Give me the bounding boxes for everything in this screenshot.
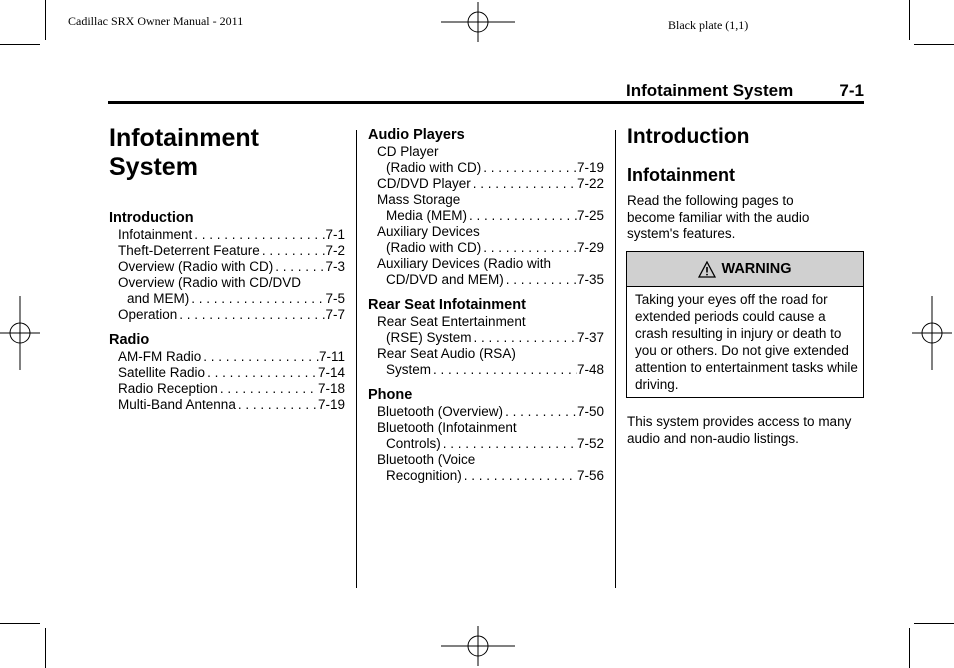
subsection-heading: Infotainment bbox=[627, 165, 735, 185]
crop-mark bbox=[909, 628, 910, 668]
crop-mark bbox=[45, 0, 46, 40]
toc-entry[interactable] bbox=[377, 272, 604, 288]
running-head bbox=[626, 81, 864, 103]
toc-entry-title-line1: Overview (Radio with CD/DVD bbox=[118, 275, 302, 290]
toc-entry[interactable] bbox=[377, 160, 604, 176]
toc-entry-page: 7-14 bbox=[317, 365, 345, 380]
warning-label: WARNING bbox=[721, 261, 792, 277]
crosshair-icon bbox=[912, 296, 952, 370]
toc-entry-page: 7-56 bbox=[576, 468, 604, 483]
toc-entry-page: 7-19 bbox=[576, 160, 604, 175]
intro-paragraph: Read the following pages to become familiar with the audio system's features. bbox=[627, 193, 810, 241]
toc-entry-page: 7-19 bbox=[317, 397, 345, 412]
running-head-section: Infotainment System bbox=[626, 81, 794, 100]
page-number: 7-1 bbox=[839, 81, 864, 100]
toc-entry-page: 7-22 bbox=[576, 176, 604, 191]
intro-paragraph: This system provides access to many audio and non-audio listings. bbox=[627, 414, 852, 446]
toc-entry[interactable] bbox=[377, 404, 604, 420]
crosshair-icon bbox=[0, 296, 40, 370]
toc-entry-title-line1: Auxiliary Devices bbox=[377, 224, 480, 239]
toc-entry-page: 7-29 bbox=[576, 240, 604, 255]
toc-entry[interactable] bbox=[377, 362, 604, 378]
crop-mark bbox=[909, 0, 910, 40]
crop-mark bbox=[914, 44, 954, 45]
toc-heading: Phone bbox=[368, 387, 413, 403]
toc-entry[interactable] bbox=[118, 291, 345, 307]
toc-entry-title: Theft-Deterrent Feature bbox=[118, 243, 260, 258]
toc-entry[interactable] bbox=[118, 227, 345, 243]
crosshair-icon bbox=[441, 2, 515, 42]
toc-entry[interactable] bbox=[118, 397, 345, 413]
toc-entry-page: 7-52 bbox=[576, 436, 604, 451]
toc-entry-title: Satellite Radio bbox=[118, 365, 206, 380]
toc-entry[interactable] bbox=[377, 468, 604, 484]
toc-entry-title: Overview (Radio with CD) bbox=[118, 259, 274, 274]
toc-entry-page: 7-2 bbox=[325, 243, 345, 258]
toc-entry[interactable] bbox=[377, 330, 604, 346]
toc-entry[interactable] bbox=[377, 436, 604, 452]
toc-entry-title: Operation bbox=[118, 307, 178, 322]
toc-entry-title: CD/DVD and MEM) bbox=[386, 272, 504, 287]
toc-entry[interactable] bbox=[377, 176, 604, 192]
column-rule bbox=[615, 130, 616, 588]
toc-entry-title: Controls) bbox=[386, 436, 441, 451]
toc-entry[interactable] bbox=[377, 240, 604, 256]
chapter-title: Infotainment System bbox=[109, 124, 259, 181]
toc-entry-title-line1: Bluetooth (Infotainment bbox=[377, 420, 517, 435]
toc-entry-title-line1: Bluetooth (Voice bbox=[377, 452, 476, 467]
warning-box bbox=[626, 251, 864, 398]
toc-entry[interactable] bbox=[118, 259, 345, 275]
toc-entry-page: 7-35 bbox=[576, 272, 604, 287]
crop-mark bbox=[914, 623, 954, 624]
toc-entry-page: 7-48 bbox=[576, 362, 604, 377]
toc-entry-page: 7-25 bbox=[576, 208, 604, 223]
toc-entry-title: (RSE) System bbox=[386, 330, 472, 345]
toc-entry-title: and MEM) bbox=[127, 291, 190, 306]
toc-entry-title-line1: Rear Seat Entertainment bbox=[377, 314, 526, 329]
toc-entry-title-line1: Rear Seat Audio (RSA) bbox=[377, 346, 516, 361]
toc-entry-title: Radio Reception bbox=[118, 381, 218, 396]
warning-text: Taking your eyes off the road for extended periods could cause a crash resulting in injury or death to you or others. Do not give extended attention to entertainment tasks while driving. bbox=[635, 292, 858, 392]
toc-entry-title: Multi-Band Antenna bbox=[118, 397, 236, 412]
toc-entry-title: Recognition) bbox=[386, 468, 462, 483]
column-rule bbox=[356, 130, 357, 588]
toc-entry-title-line1: Mass Storage bbox=[377, 192, 461, 207]
toc-entry-title: CD/DVD Player bbox=[377, 176, 471, 191]
toc-entry-page: 7-18 bbox=[317, 381, 345, 396]
toc-entry-title: System bbox=[386, 362, 432, 377]
toc-entry-page: 7-7 bbox=[325, 307, 345, 322]
toc-entry-page: 7-1 bbox=[325, 227, 345, 242]
toc-entry[interactable] bbox=[118, 307, 345, 323]
toc-column-2 bbox=[368, 127, 604, 484]
toc-entry[interactable] bbox=[118, 349, 345, 365]
plate-label-right: Black plate (1,1) bbox=[668, 18, 749, 32]
toc-heading: Rear Seat Infotainment bbox=[368, 297, 526, 313]
toc-heading: Introduction bbox=[109, 210, 194, 226]
crop-mark bbox=[45, 628, 46, 668]
toc-entry-title: Bluetooth (Overview) bbox=[377, 404, 504, 419]
crop-mark bbox=[0, 623, 40, 624]
toc-entry-page: 7-11 bbox=[318, 349, 345, 364]
toc-entry-title-line1: CD Player bbox=[377, 144, 439, 159]
toc-entry-title: Media (MEM) bbox=[386, 208, 468, 223]
toc-entry-title: (Radio with CD) bbox=[386, 160, 482, 175]
crop-mark bbox=[0, 44, 40, 45]
toc-heading: Radio bbox=[109, 332, 150, 348]
toc-entry[interactable] bbox=[118, 243, 345, 259]
toc-entry-title: Infotainment bbox=[118, 227, 193, 242]
toc-entry-page: 7-3 bbox=[325, 259, 345, 274]
toc-entry-title-line1: Auxiliary Devices (Radio with bbox=[377, 256, 552, 271]
toc-entry[interactable] bbox=[118, 381, 345, 397]
plate-label-left: Cadillac SRX Owner Manual - 2011 bbox=[68, 14, 244, 28]
header-rule bbox=[108, 101, 864, 104]
toc-entry-page: 7-50 bbox=[576, 404, 604, 419]
warning-triangle-icon bbox=[698, 261, 716, 278]
section-heading: Introduction bbox=[627, 125, 750, 148]
toc-entry-page: 7-37 bbox=[576, 330, 604, 345]
toc-heading: Audio Players bbox=[368, 127, 465, 143]
toc-entry-title: (Radio with CD) bbox=[386, 240, 482, 255]
toc-column-1 bbox=[109, 210, 345, 413]
toc-entry[interactable] bbox=[118, 365, 345, 381]
warning-header bbox=[627, 252, 863, 287]
crosshair-icon bbox=[441, 626, 515, 666]
toc-entry-page: 7-5 bbox=[325, 291, 345, 306]
toc-entry[interactable] bbox=[377, 208, 604, 224]
toc-entry-title: AM-FM Radio bbox=[118, 349, 202, 364]
